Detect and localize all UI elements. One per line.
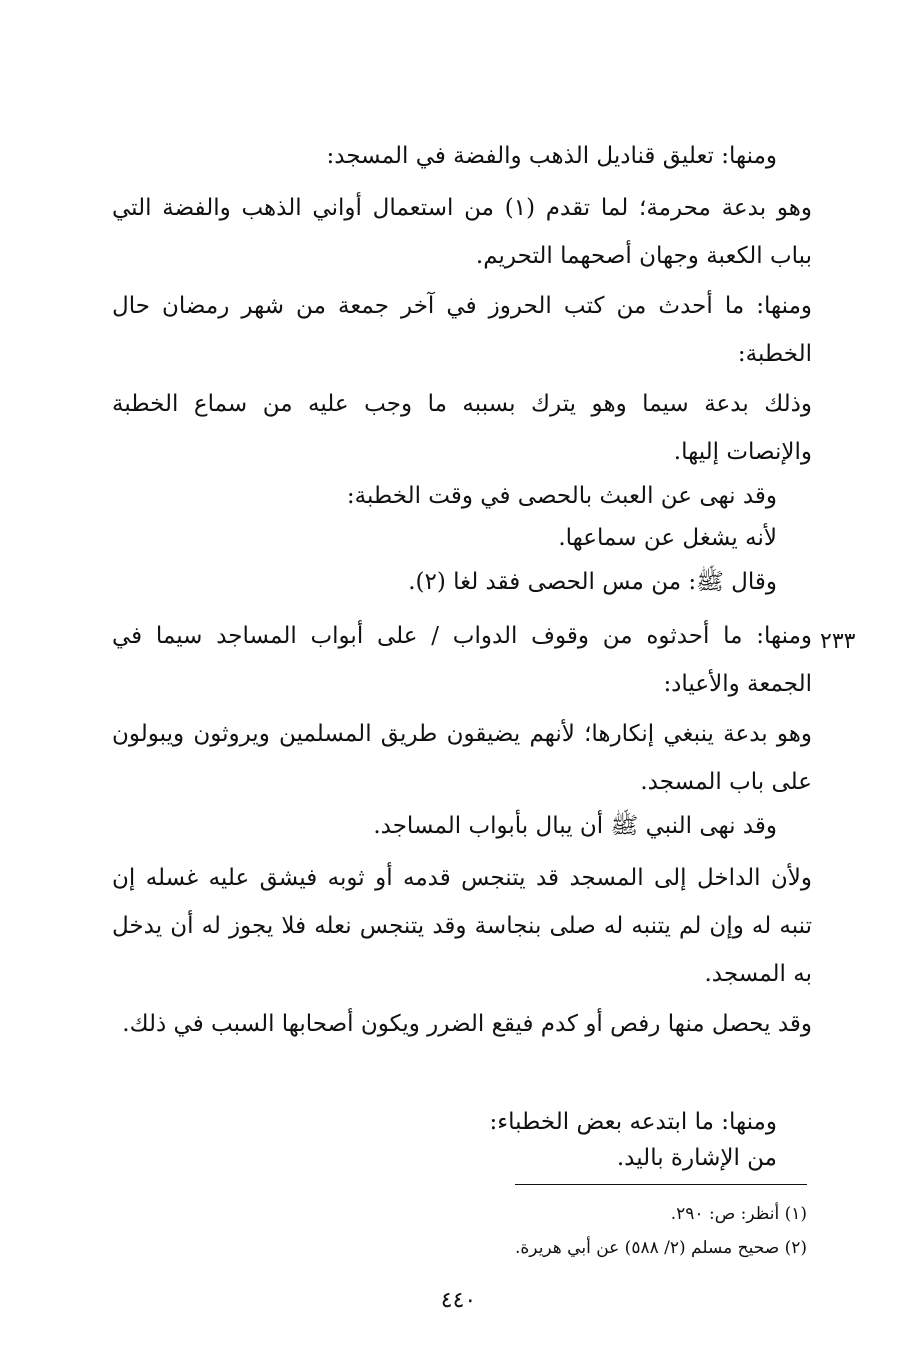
paragraph-pebbles-prohibition: وقد نهى عن العبث بالحصى في وقت الخطبة:	[346, 483, 777, 509]
footnote-1: (١) أنظر: ص: ٢٩٠.	[670, 1204, 807, 1224]
paragraph-urination-prohibition: وقد نهى النبي ﷺ أن يبال بأبواب المساجد.	[373, 813, 777, 839]
paragraph-listening-sermon: وذلك بدعة سيما وهو يترك بسببه ما وجب عليه من سماع الخطبة والإنصات إليها.	[112, 391, 812, 465]
paragraph-heading-animals: ومنها: ما أحدثوه من وقوف الدواب / على أبواب المساجد سيما في الجمعة والأعياد:	[112, 623, 812, 697]
paragraph-animals-ruling: وهو بدعة ينبغي إنكارها؛ لأنهم يضيقون طريق المسلمين ويروثون ويبولون على باب المسجد.	[112, 721, 812, 795]
paragraph-gold-silver-ruling: وهو بدعة محرمة؛ لما تقدم (١) من استعمال أواني الذهب والفضة التي بباب الكعبة وجهان أصحهما التحريم.	[112, 195, 813, 269]
footnote-2: (٢) صحيح مسلم (٢/ ٥٨٨) عن أبي هريرة.	[515, 1238, 807, 1258]
margin-page-marker: ٢٣٣	[820, 629, 856, 654]
paragraph-hadith-pebbles: وقال ﷺ: من مس الحصى فقد لغا (٢).	[408, 569, 777, 595]
page-number: ٤٤٠	[440, 1288, 477, 1313]
paragraph-distraction-reason: لأنه يشغل عن سماعها.	[558, 525, 777, 551]
footnote-separator	[515, 1184, 807, 1185]
paragraph-harm-reason: وقد يحصل منها رفص أو كدم فيقع الضرر ويكون أصحابها السبب في ذلك.	[122, 1011, 812, 1037]
paragraph-impurity-reason: ولأن الداخل إلى المسجد قد يتنجس قدمه أو ثوبه فيشق عليه غسله إن تنبه له وإن لم يتنبه له صلى بنجاسة وقد يتنجس نعله فلا يجوز له أن يدخل به المسجد.	[112, 865, 812, 987]
paragraph-heading-preachers: ومنها: ما ابتدعه بعض الخطباء:	[489, 1109, 777, 1135]
paragraph-heading-lamps: ومنها: تعليق قناديل الذهب والفضة في المسجد:	[326, 143, 777, 169]
paragraph-hand-gesture: من الإشارة باليد.	[616, 1145, 777, 1171]
paragraph-heading-amulets: ومنها: ما أحدث من كتب الحروز في آخر جمعة من شهر رمضان حال الخطبة:	[112, 293, 812, 367]
